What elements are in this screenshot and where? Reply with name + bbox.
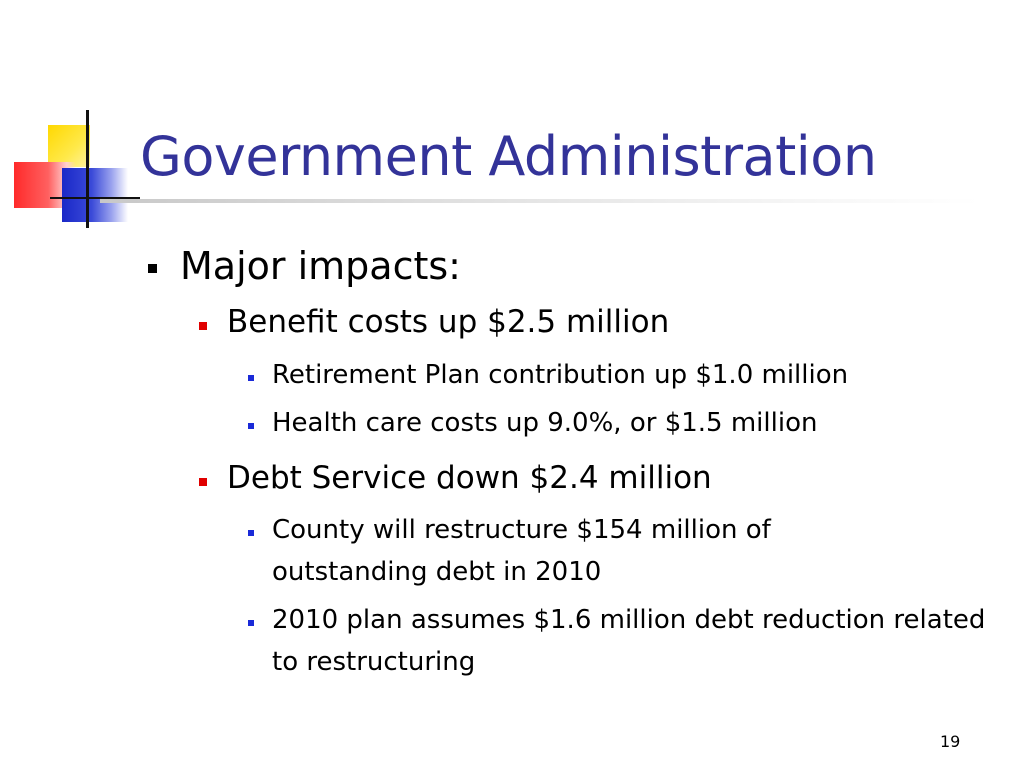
- bullet-debt-service: Debt Service down $2.4 million: [227, 460, 712, 496]
- bullet-square-icon: [199, 322, 207, 330]
- page-number: 19: [940, 732, 961, 751]
- bullet-county-restructure: County will restructure $154 million of outstanding debt in 2010: [272, 515, 771, 587]
- bullet-square-icon: [248, 375, 254, 381]
- slide-title: Government Administration: [140, 125, 877, 188]
- bullet-square-icon: [248, 620, 254, 626]
- bullet-health-care: Health care costs up 9.0%, or $1.5 million: [272, 408, 818, 438]
- bullet-retirement-plan: Retirement Plan contribution up $1.0 million: [272, 360, 849, 390]
- bullet-major-impacts: Major impacts:: [180, 244, 461, 288]
- bullet-plan-assumes: 2010 plan assumes $1.6 million debt reduction related to restructuring: [272, 605, 986, 677]
- bullet-square-icon: [248, 530, 254, 536]
- bullet-square-icon: [148, 264, 157, 273]
- bullet-square-icon: [248, 423, 254, 429]
- bullet-benefit-costs: Benefit costs up $2.5 million: [227, 304, 670, 340]
- bullet-square-icon: [199, 478, 207, 486]
